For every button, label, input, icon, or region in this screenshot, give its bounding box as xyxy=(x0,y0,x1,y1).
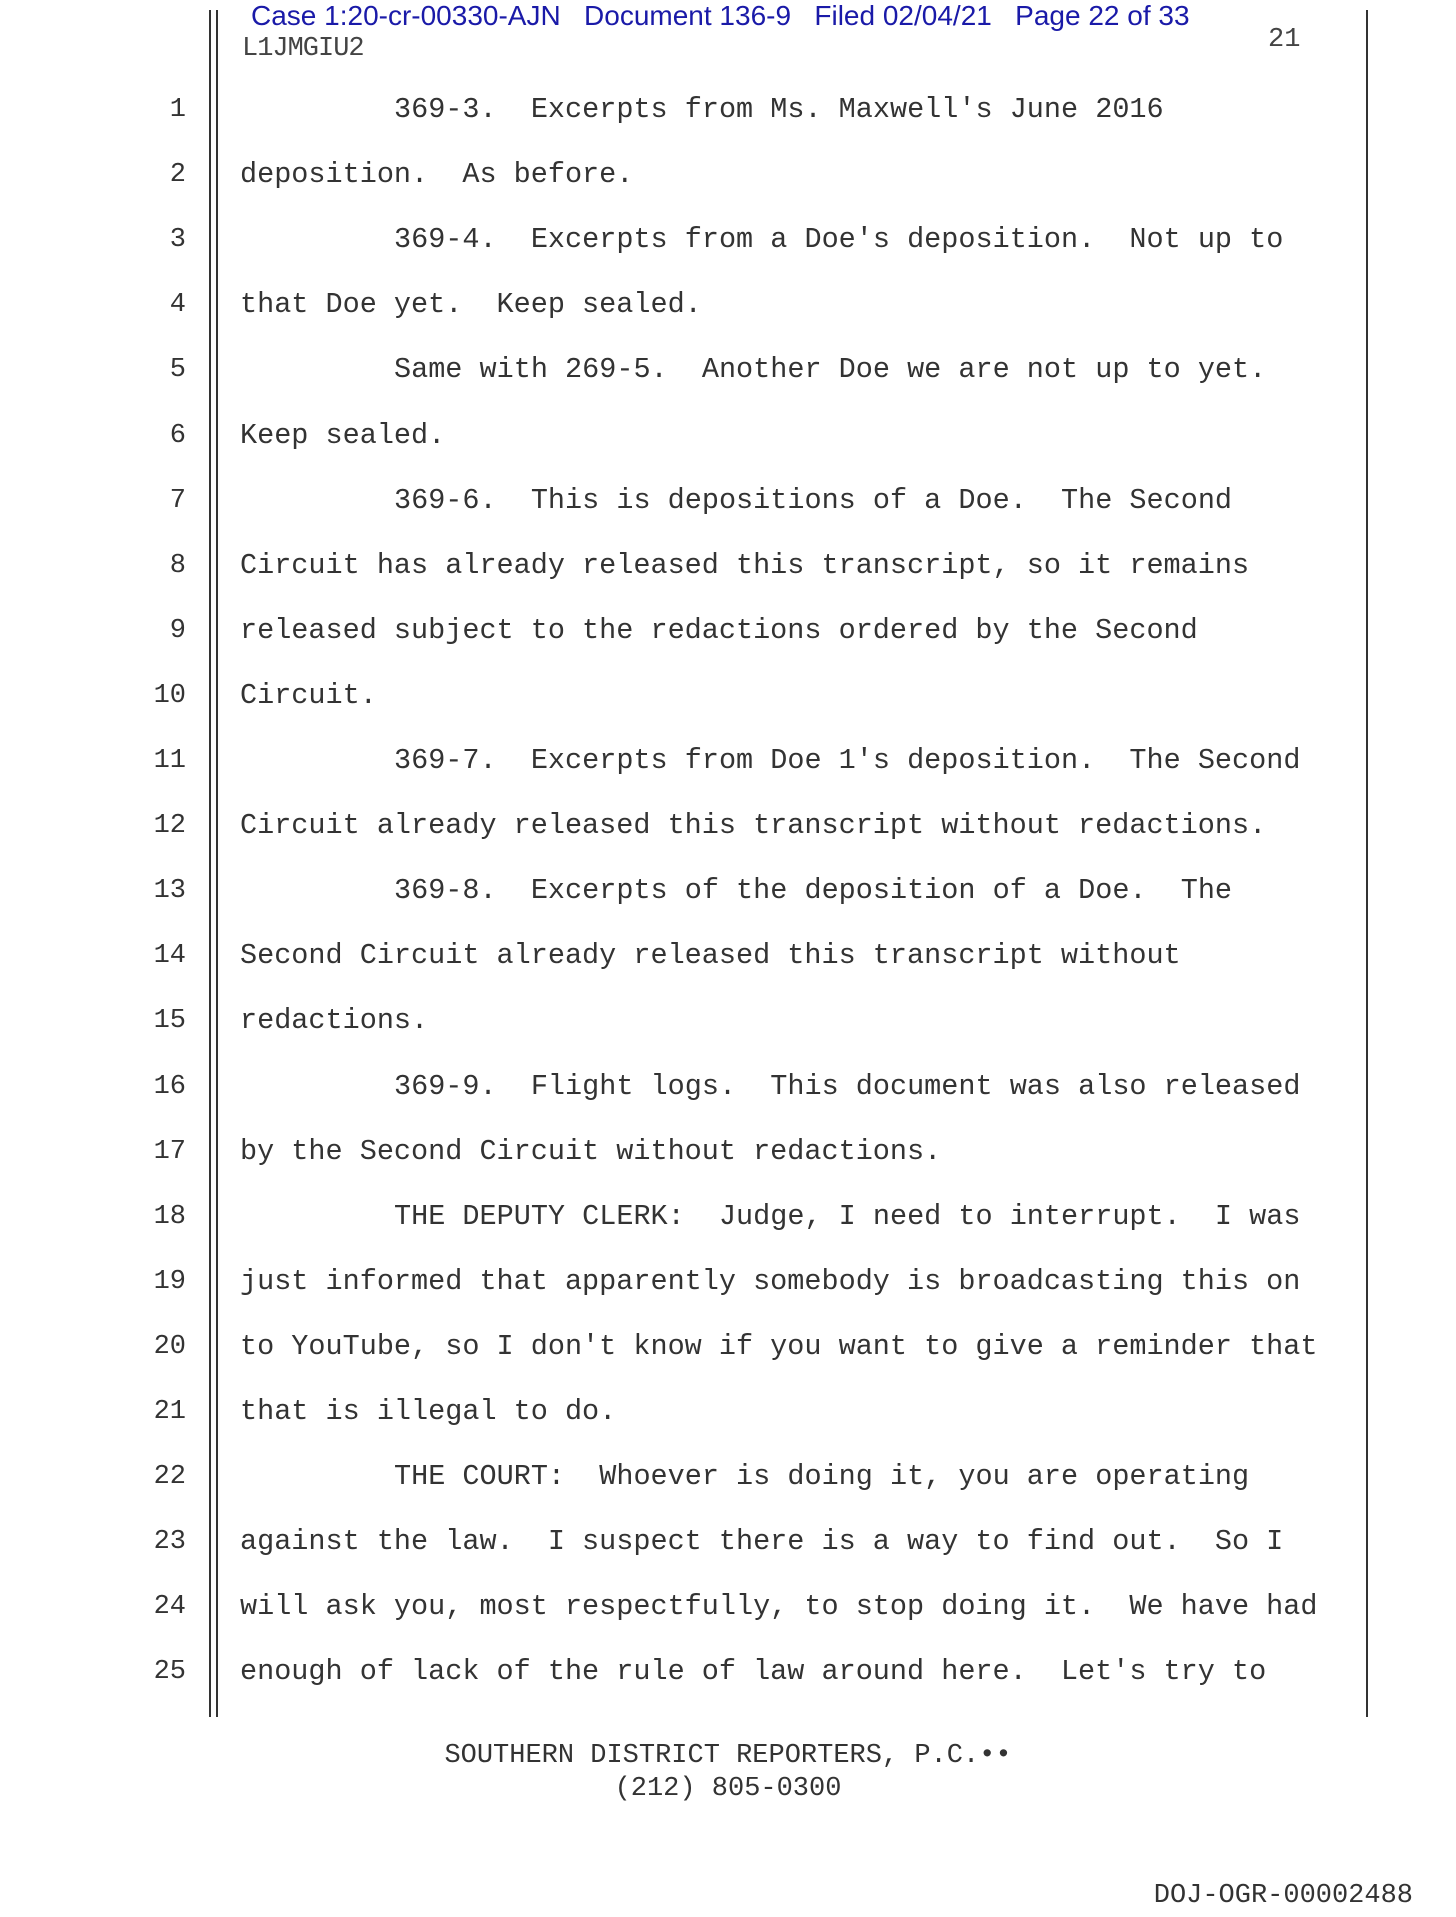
line-text: 369-4. Excerpts from a Doe's deposition. Not up to xyxy=(394,223,1284,257)
line-text: Circuit has already released this transcript, so it remains xyxy=(240,548,1250,582)
line-text: against the law. I suspect there is a way to find out. So I xyxy=(240,1525,1284,1559)
line-number: 5 xyxy=(169,355,186,386)
line-text: that is illegal to do. xyxy=(240,1395,617,1428)
transcript-line xyxy=(0,1522,1456,1587)
transcript-line xyxy=(0,806,1456,871)
line-text: THE DEPUTY CLERK: Judge, I need to interrupt. I was xyxy=(394,1199,1301,1233)
line-number: 16 xyxy=(153,1071,186,1102)
transcript-line xyxy=(0,1132,1456,1197)
line-number: 14 xyxy=(153,941,186,972)
line-text: Same with 269-5. Another Doe we are not up to yet. xyxy=(394,353,1267,387)
line-number: 25 xyxy=(153,1657,186,1688)
line-number: 13 xyxy=(153,876,186,907)
line-text: 369-6. This is depositions of a Doe. The Second xyxy=(394,483,1233,517)
bates-number: DOJ-OGR-00002488 xyxy=(1153,1881,1413,1911)
transcript-line xyxy=(0,220,1456,285)
line-text: 369-9. Flight logs. This document was also released xyxy=(394,1069,1301,1103)
transcript-line xyxy=(0,676,1456,741)
line-number: 20 xyxy=(153,1331,186,1362)
line-number: 15 xyxy=(153,1006,186,1037)
transcript-line xyxy=(0,155,1456,220)
transcript-line xyxy=(0,350,1456,415)
line-text: by the Second Circuit without redactions. xyxy=(240,1134,942,1168)
line-number: 24 xyxy=(153,1592,186,1623)
line-number: 10 xyxy=(153,680,186,711)
transcript-line xyxy=(0,416,1456,481)
line-text: redactions. xyxy=(240,1004,429,1038)
line-text: 369-3. Excerpts from Ms. Maxwell's June 2016 xyxy=(394,93,1164,126)
transcript-line xyxy=(0,871,1456,936)
reporter-phone: (212) 805-0300 xyxy=(614,1774,842,1804)
page-number: 21 xyxy=(1268,25,1301,55)
line-number: 9 xyxy=(169,615,186,646)
line-number: 4 xyxy=(169,290,186,321)
line-number: 12 xyxy=(153,811,186,842)
line-text: Second Circuit already released this transcript without xyxy=(240,939,1181,973)
line-number: 18 xyxy=(153,1201,186,1232)
line-number: 6 xyxy=(169,420,186,451)
line-number: 17 xyxy=(153,1136,186,1167)
line-number: 11 xyxy=(153,746,186,776)
transcript-line xyxy=(0,1262,1456,1327)
line-number: 23 xyxy=(153,1527,186,1558)
reporter-name: SOUTHERN DISTRICT REPORTERS, P.C.•• xyxy=(444,1741,1012,1771)
transcript-line xyxy=(0,1067,1456,1132)
line-text: enough of lack of the rule of law around here. Let's try to xyxy=(240,1655,1267,1689)
line-text: 369-8. Excerpts of the deposition of a Doe. The xyxy=(394,874,1233,908)
line-text: 369-7. Excerpts from Doe 1's deposition. The Second xyxy=(394,744,1301,777)
transcript-line xyxy=(0,285,1456,350)
transcript-line xyxy=(0,1197,1456,1262)
transcript-line xyxy=(0,1392,1456,1457)
line-number: 7 xyxy=(169,485,186,516)
transcript-line xyxy=(0,1587,1456,1652)
line-text: released subject to the redactions ordered by the Second xyxy=(240,613,1198,647)
line-number: 8 xyxy=(169,550,186,581)
line-text: THE COURT: Whoever is doing it, you are operating xyxy=(394,1460,1250,1494)
line-text: Circuit already released this transcript without redactions. xyxy=(240,809,1267,843)
transcript-line xyxy=(0,741,1456,806)
transcript-line xyxy=(0,481,1456,546)
case-filing-stamp: Case 1:20-cr-00330-AJN Document 136-9 Filed 02/04/21 Page 22 of 33 xyxy=(251,0,1190,31)
transcript-line xyxy=(0,546,1456,611)
transcript-line xyxy=(0,1001,1456,1066)
line-text: will ask you, most respectfully, to stop doing it. We have had xyxy=(240,1590,1318,1624)
transcript-line xyxy=(0,611,1456,676)
line-text: to YouTube, so I don't know if you want to give a reminder that xyxy=(240,1329,1318,1363)
transcript-line xyxy=(0,1652,1456,1717)
transcript-line xyxy=(0,936,1456,1001)
line-number: 19 xyxy=(153,1266,186,1297)
transcript-line xyxy=(0,90,1456,155)
line-number: 3 xyxy=(169,225,186,256)
line-text: that Doe yet. Keep sealed. xyxy=(240,288,702,322)
line-number: 1 xyxy=(169,95,186,125)
transcript-line xyxy=(0,1457,1456,1522)
line-number: 2 xyxy=(169,160,186,191)
transcript-line xyxy=(0,1327,1456,1392)
line-text: Circuit. xyxy=(240,678,377,712)
line-text: just informed that apparently somebody is broadcasting this on xyxy=(240,1264,1301,1298)
line-number: 22 xyxy=(153,1462,186,1493)
line-number: 21 xyxy=(153,1397,186,1427)
line-text: Keep sealed. xyxy=(240,418,446,452)
line-text: deposition. As before. xyxy=(240,158,634,192)
transcript-id: L1JMGIU2 xyxy=(242,34,364,64)
